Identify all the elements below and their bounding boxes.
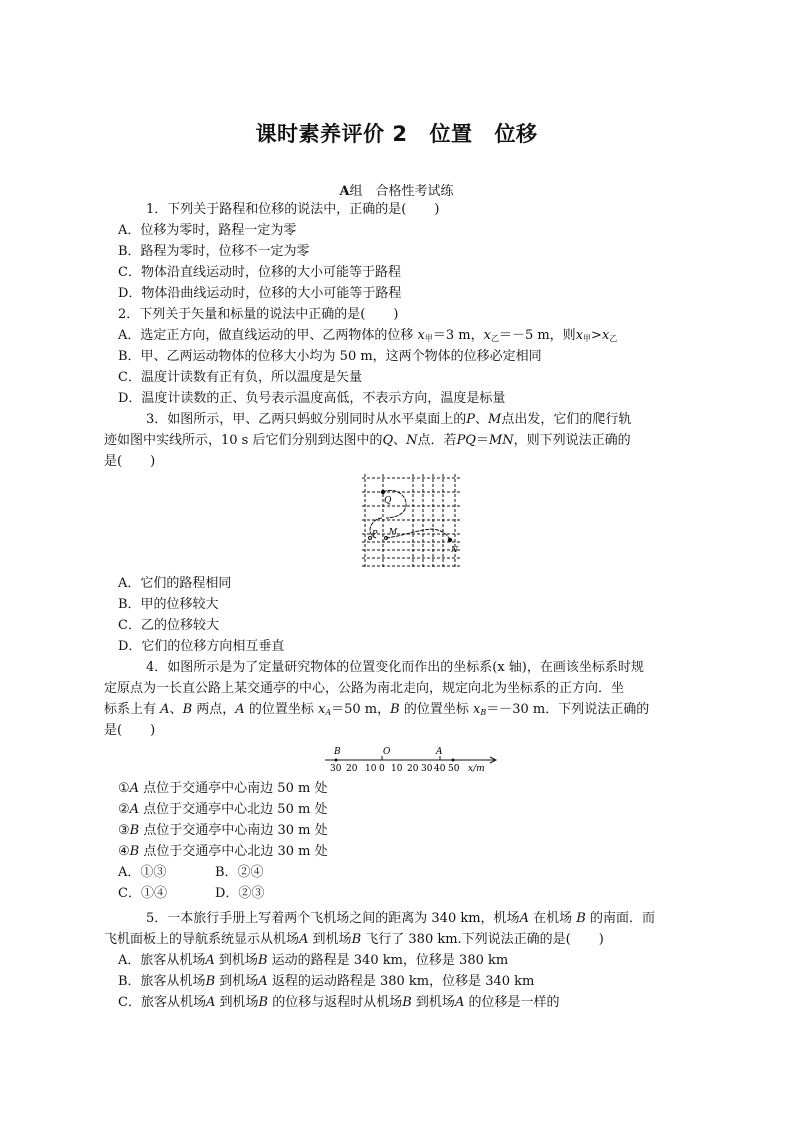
q4-line4 <box>104 720 155 741</box>
q2-stem-text: 2．下列关于矢量和标量的说法中正确的是( <box>118 307 366 322</box>
q3-option-c: C．乙的位移较大 <box>118 618 219 633</box>
tick-label: 10 <box>391 764 403 774</box>
q2a-prefix: A．选定正方向，做直线运动的甲、乙两物体的位移 <box>118 328 414 343</box>
q5-close: ) <box>598 932 604 947</box>
var-b: B <box>257 953 268 968</box>
var-pq: PQ <box>456 433 476 448</box>
var-b: B <box>351 932 362 947</box>
var-n: N <box>406 433 418 448</box>
q5-line2 <box>104 929 604 950</box>
title-part2: 位移 <box>494 122 538 146</box>
tick-label: 50 <box>448 764 460 774</box>
tick-label: 0 <box>379 764 385 774</box>
q5-option-c <box>118 992 559 1013</box>
q2a-eq1: ＝3 m， <box>432 328 484 343</box>
sub-a: A <box>325 708 332 717</box>
stmt-pt: B <box>129 823 140 838</box>
section-label: 组 合格性考试练 <box>349 184 454 199</box>
q3-text: 迹如图中实线所示，10 s 后它们分别到达图中的 <box>104 433 383 448</box>
q5-text: 到机场 <box>312 932 352 947</box>
q5a-text: 到机场 <box>218 953 258 968</box>
eq: ＝ <box>475 433 489 448</box>
point-a <box>452 759 455 762</box>
stmt-text: 点位于交通亭中心南边 50 m 处 <box>139 781 328 796</box>
var-a: A <box>519 911 529 926</box>
var-a: A <box>454 995 465 1010</box>
q4-text: ＝－30 m．下列说法正确的 <box>486 702 650 717</box>
q4-close: ) <box>150 723 156 738</box>
var-x: x <box>317 702 326 717</box>
var-x: x <box>472 702 481 717</box>
q1-option-b: B．路程为零时，位移不一定为零 <box>118 244 310 259</box>
sep: 、 <box>393 433 407 448</box>
q2a-eq2: ＝－5 m，则 <box>498 328 576 343</box>
q4-text: 的位置坐标 <box>403 702 469 717</box>
q3-option-d: D．它们的位移方向相互垂直 <box>118 639 285 654</box>
tick-label: 20 <box>346 764 358 774</box>
q4-option-b: B．②④ <box>215 865 264 880</box>
var-x: x <box>575 328 584 343</box>
q4-option-d: D．②③ <box>215 886 265 901</box>
q1-option-c: C．物体沿直线运动时，位移的大小可能等于路程 <box>118 265 401 280</box>
q1-option-a: A．位移为零时，路程一定为零 <box>118 223 297 238</box>
label-p: P <box>372 529 378 538</box>
axis-label-b: B <box>334 747 341 757</box>
var-p: P <box>466 412 476 427</box>
ant-path-figure <box>362 474 460 568</box>
section-letter: A <box>339 184 350 199</box>
var-a: A <box>205 953 215 968</box>
q5a-text: 运动的路程是 340 km，位移是 380 km <box>271 953 509 968</box>
q3-text: 点出发，它们的爬行轨 <box>501 412 632 427</box>
q4-statement-1 <box>118 778 327 799</box>
axis-label-o: O <box>383 747 391 757</box>
sub-jia: 甲 <box>583 334 592 343</box>
q5c-text: 的位移是一样的 <box>468 995 560 1010</box>
point-p <box>381 490 385 494</box>
var-x: x <box>417 328 425 343</box>
axis-label-a: A <box>436 747 443 757</box>
tick-label: 10 <box>365 764 377 774</box>
q4-text: 两点， <box>196 702 236 717</box>
dashed-grid <box>362 474 460 568</box>
q5-line1 <box>146 908 655 929</box>
q4-statement-3 <box>118 820 328 841</box>
q3-text: 是( <box>104 454 123 469</box>
point-b <box>335 759 338 762</box>
q3-line3 <box>104 451 155 472</box>
q2-option-b: B．甲、乙两运动物体的位移大小均为 50 m，这两个物体的位移必定相同 <box>118 349 542 364</box>
page-title <box>0 118 793 148</box>
var-b: B <box>182 702 193 717</box>
stmt-text: 点位于交通亭中心北边 50 m 处 <box>139 802 328 817</box>
q5-option-a <box>118 950 508 971</box>
stmt-pt: A <box>129 802 140 817</box>
q2-stem <box>118 304 398 325</box>
q4-text: 是( <box>104 723 123 738</box>
q3-option-b: B．甲的位移较大 <box>118 597 219 612</box>
q4-option-c: C．①④ <box>118 886 167 901</box>
q5-text: 飞行了 380 km.下列说法正确的是( <box>365 932 571 947</box>
title-part1: 位置 <box>429 122 473 146</box>
var-m: M <box>488 412 502 427</box>
q5b-text: 到机场 <box>219 974 259 989</box>
q4-line1: 4．如图所示是为了定量研究物体的位置变化而作出的坐标系(x 轴)，在画该坐标系时规 <box>146 660 644 675</box>
sub-b: B <box>480 708 487 717</box>
q5-text: 的南面．而 <box>589 911 655 926</box>
var-a: A <box>235 702 245 717</box>
q3-text: 3．如图所示，甲、乙两只蚂蚁分别同时从水平桌面上的 <box>146 412 467 427</box>
q1-stem-text: 1．下列关于路程和位移的说法中，正确的是( <box>146 202 407 217</box>
var-b: B <box>205 974 216 989</box>
q5c-text: 的位移与返程时从机场 <box>272 995 403 1010</box>
var-x: x <box>483 328 491 343</box>
q4-options-row-2 <box>118 883 264 904</box>
q5-text: 5．一本旅行手册上写着两个飞机场之间的距离为 340 km，机场 <box>146 911 520 926</box>
section-heading <box>0 180 793 199</box>
sub-yi: 乙 <box>609 334 618 343</box>
var-b: B <box>258 995 269 1010</box>
q4-statement-2 <box>118 799 327 820</box>
stmt-num: ② <box>118 802 130 817</box>
tick-label: 20 <box>407 764 419 774</box>
q3-text: ，则下列说法正确的 <box>513 433 631 448</box>
q4-text: ＝50 m， <box>331 702 391 717</box>
q5-option-b <box>118 971 534 992</box>
label-q: Q <box>384 496 392 506</box>
q2-option-d: D．温度计读数的正、负号表示温度高低，不表示方向，温度是标量 <box>118 391 506 406</box>
var-b: B <box>402 995 412 1010</box>
q1-close: ) <box>434 202 440 217</box>
axis-unit: x/m <box>468 764 485 774</box>
q3-text: 点．若 <box>417 433 457 448</box>
q3-option-a: A．它们的路程相同 <box>118 576 232 591</box>
x-axis-figure <box>325 746 500 774</box>
var-x: x <box>601 328 610 343</box>
var-a: A <box>205 995 216 1010</box>
label-n: N <box>451 545 458 554</box>
sep: 、 <box>475 412 489 427</box>
q5b-text: B．旅客从机场 <box>118 974 206 989</box>
sep: 、 <box>169 702 183 717</box>
q3-line1 <box>146 409 631 430</box>
q5-text: 在机场 <box>533 911 573 926</box>
label-m: M <box>389 527 398 536</box>
stmt-text: 点位于交通亭中心南边 30 m 处 <box>139 823 328 838</box>
stmt-num: ③ <box>118 823 130 838</box>
q4-text: 标系上有 <box>104 702 157 717</box>
q2-option-c: C．温度计读数有正有负，所以温度是矢量 <box>118 370 362 385</box>
stmt-num: ④ <box>118 844 130 859</box>
q5a-text: A．旅客从机场 <box>118 953 206 968</box>
q1-option-d: D．物体沿曲线运动时，位移的大小可能等于路程 <box>118 286 402 301</box>
q5b-text: 返程的运动路程是 380 km，位移是 340 km <box>271 974 535 989</box>
stmt-num: ① <box>118 781 130 796</box>
q4-option-a: A．①③ <box>118 865 167 880</box>
q4-line2: 定原点为一长直公路上某交通亭的中心，公路为南北走向，规定向北为坐标系的正方向．坐 <box>104 681 625 696</box>
var-a: A <box>160 702 170 717</box>
q5c-text: 到机场 <box>219 995 259 1010</box>
q3-line2 <box>104 430 631 451</box>
tick-label: 40 <box>434 764 446 774</box>
var-b: B <box>576 911 586 926</box>
tick-label: 30 <box>330 764 342 774</box>
var-q: Q <box>382 433 394 448</box>
var-a: A <box>299 932 309 947</box>
stmt-pt: A <box>129 781 140 796</box>
q4-text: 的位置坐标 <box>248 702 314 717</box>
title-main: 课时素养评价 2 <box>255 122 408 146</box>
q5c-text: C．旅客从机场 <box>118 995 206 1010</box>
tick-label: 30 <box>421 764 433 774</box>
q5c-text: 到机场 <box>415 995 455 1010</box>
q4-options-row-1 <box>118 862 264 883</box>
q4-statement-4 <box>118 841 328 862</box>
var-mn: MN <box>488 433 514 448</box>
q3-close: ) <box>150 454 156 469</box>
var-a: A <box>258 974 268 989</box>
q2-close: ) <box>393 307 399 322</box>
gt-sign: > <box>591 328 602 343</box>
stmt-text: 点位于交通亭中心北边 30 m 处 <box>139 844 328 859</box>
stmt-pt: B <box>129 844 140 859</box>
q4-line3 <box>104 699 649 723</box>
q1-stem <box>146 199 439 220</box>
sub-jia: 甲 <box>424 334 433 343</box>
var-b: B <box>390 702 400 717</box>
sub-yi: 乙 <box>490 334 499 343</box>
point-n <box>448 538 452 542</box>
q5-text: 飞机面板上的导航系统显示从机场 <box>104 932 300 947</box>
